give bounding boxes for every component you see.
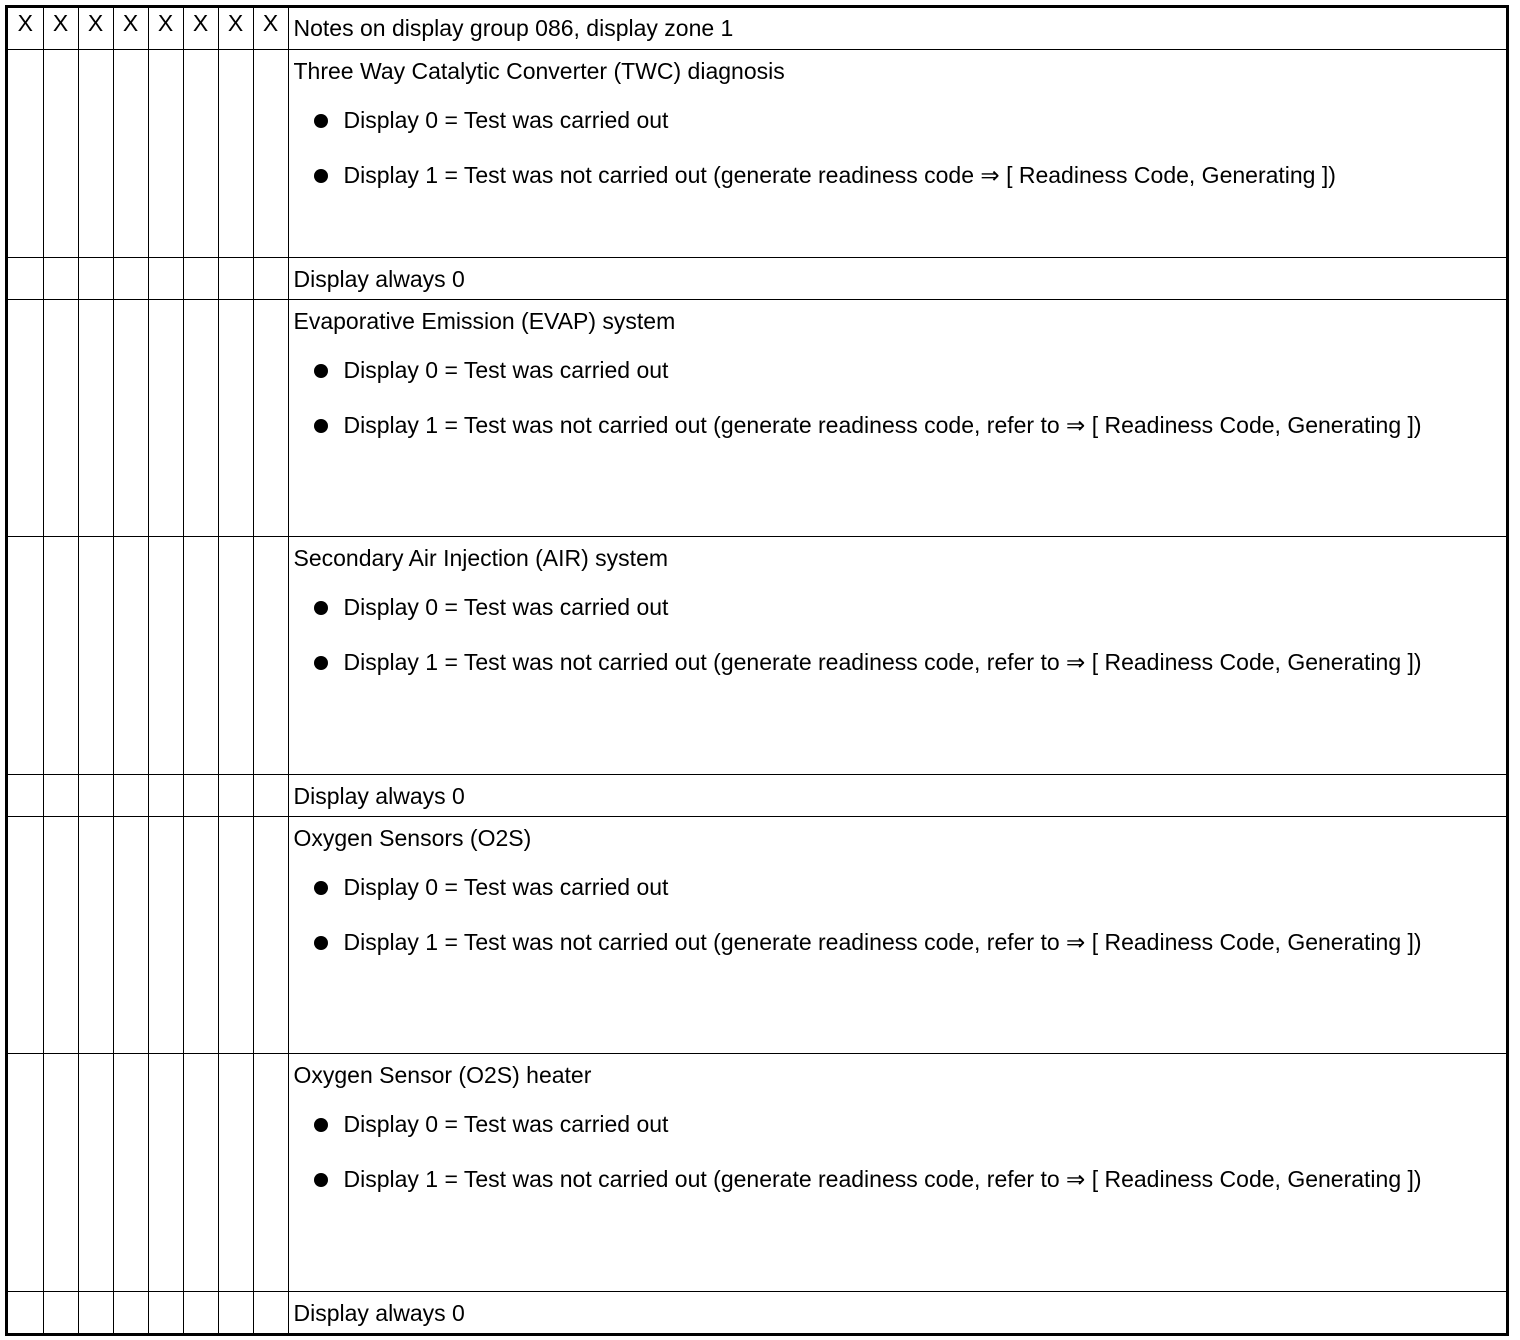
notes-cell xyxy=(288,537,1506,774)
section-title: Three Way Catalytic Converter (TWC) diagnosis xyxy=(293,57,785,84)
section-title: Oxygen Sensors (O2S) xyxy=(293,824,532,851)
table-row xyxy=(8,299,1506,536)
section-title: Secondary Air Injection (AIR) system xyxy=(293,545,669,572)
table-row xyxy=(8,1292,1506,1333)
section-title: Oxygen Sensor (O2S) heater xyxy=(293,1062,592,1089)
bullet-list xyxy=(294,355,1501,441)
notes-cell xyxy=(288,774,1506,816)
notes-cell xyxy=(288,1292,1506,1333)
section-title: Evaporative Emission (EVAP) system xyxy=(293,307,676,334)
list-item: Display 0 = Test was carried out xyxy=(294,592,1501,623)
x-mark-cell: X xyxy=(43,8,78,49)
list-item: Display 1 = Test was not carried out (generate readiness code, refer to ⇒ [ Readiness Code, Generating ]) xyxy=(294,927,1501,958)
bullet-list xyxy=(294,1109,1501,1195)
list-item: Display 0 = Test was carried out xyxy=(294,1109,1501,1140)
x-mark-cell: X xyxy=(78,8,113,49)
notes-cell xyxy=(288,816,1506,1053)
bullet-list xyxy=(294,872,1501,958)
table-row xyxy=(8,257,1506,299)
x-mark-cell: X xyxy=(113,8,148,49)
x-mark-cell: X xyxy=(183,8,218,49)
notes-table-container xyxy=(5,5,1509,1336)
bullet-list xyxy=(294,592,1501,678)
x-mark-cell: X xyxy=(8,8,43,49)
x-mark-cell: X xyxy=(148,8,183,49)
x-mark-cell: X xyxy=(253,8,288,49)
list-item: Display 1 = Test was not carried out (generate readiness code ⇒ [ Readiness Code, Generating ]) xyxy=(294,160,1501,191)
notes-cell xyxy=(288,257,1506,299)
display-always-text: Display always 0 xyxy=(293,265,465,292)
table-row xyxy=(8,816,1506,1053)
display-group-table xyxy=(8,8,1506,1333)
bullet-list xyxy=(294,105,1501,191)
list-item: Display 1 = Test was not carried out (generate readiness code, refer to ⇒ [ Readiness Code, Generating ]) xyxy=(294,410,1501,441)
notes-cell xyxy=(288,1054,1506,1292)
list-item: Display 0 = Test was carried out xyxy=(294,105,1501,136)
list-item: Display 1 = Test was not carried out (generate readiness code, refer to ⇒ [ Readiness Code, Generating ]) xyxy=(294,1164,1501,1195)
table-row xyxy=(8,537,1506,774)
notes-cell xyxy=(288,299,1506,536)
x-mark-cell: X xyxy=(218,8,253,49)
display-always-text: Display always 0 xyxy=(293,782,465,809)
header-row xyxy=(8,8,1506,49)
list-item: Display 1 = Test was not carried out (generate readiness code, refer to ⇒ [ Readiness Code, Generating ]) xyxy=(294,647,1501,678)
notes-cell xyxy=(288,49,1506,257)
table-row xyxy=(8,774,1506,816)
table-row xyxy=(8,49,1506,257)
list-item: Display 0 = Test was carried out xyxy=(294,872,1501,903)
table-row xyxy=(8,1054,1506,1292)
notes-heading: Notes on display group 086, display zone 1 xyxy=(288,8,1506,49)
list-item: Display 0 = Test was carried out xyxy=(294,355,1501,386)
display-always-text: Display always 0 xyxy=(293,1300,465,1327)
